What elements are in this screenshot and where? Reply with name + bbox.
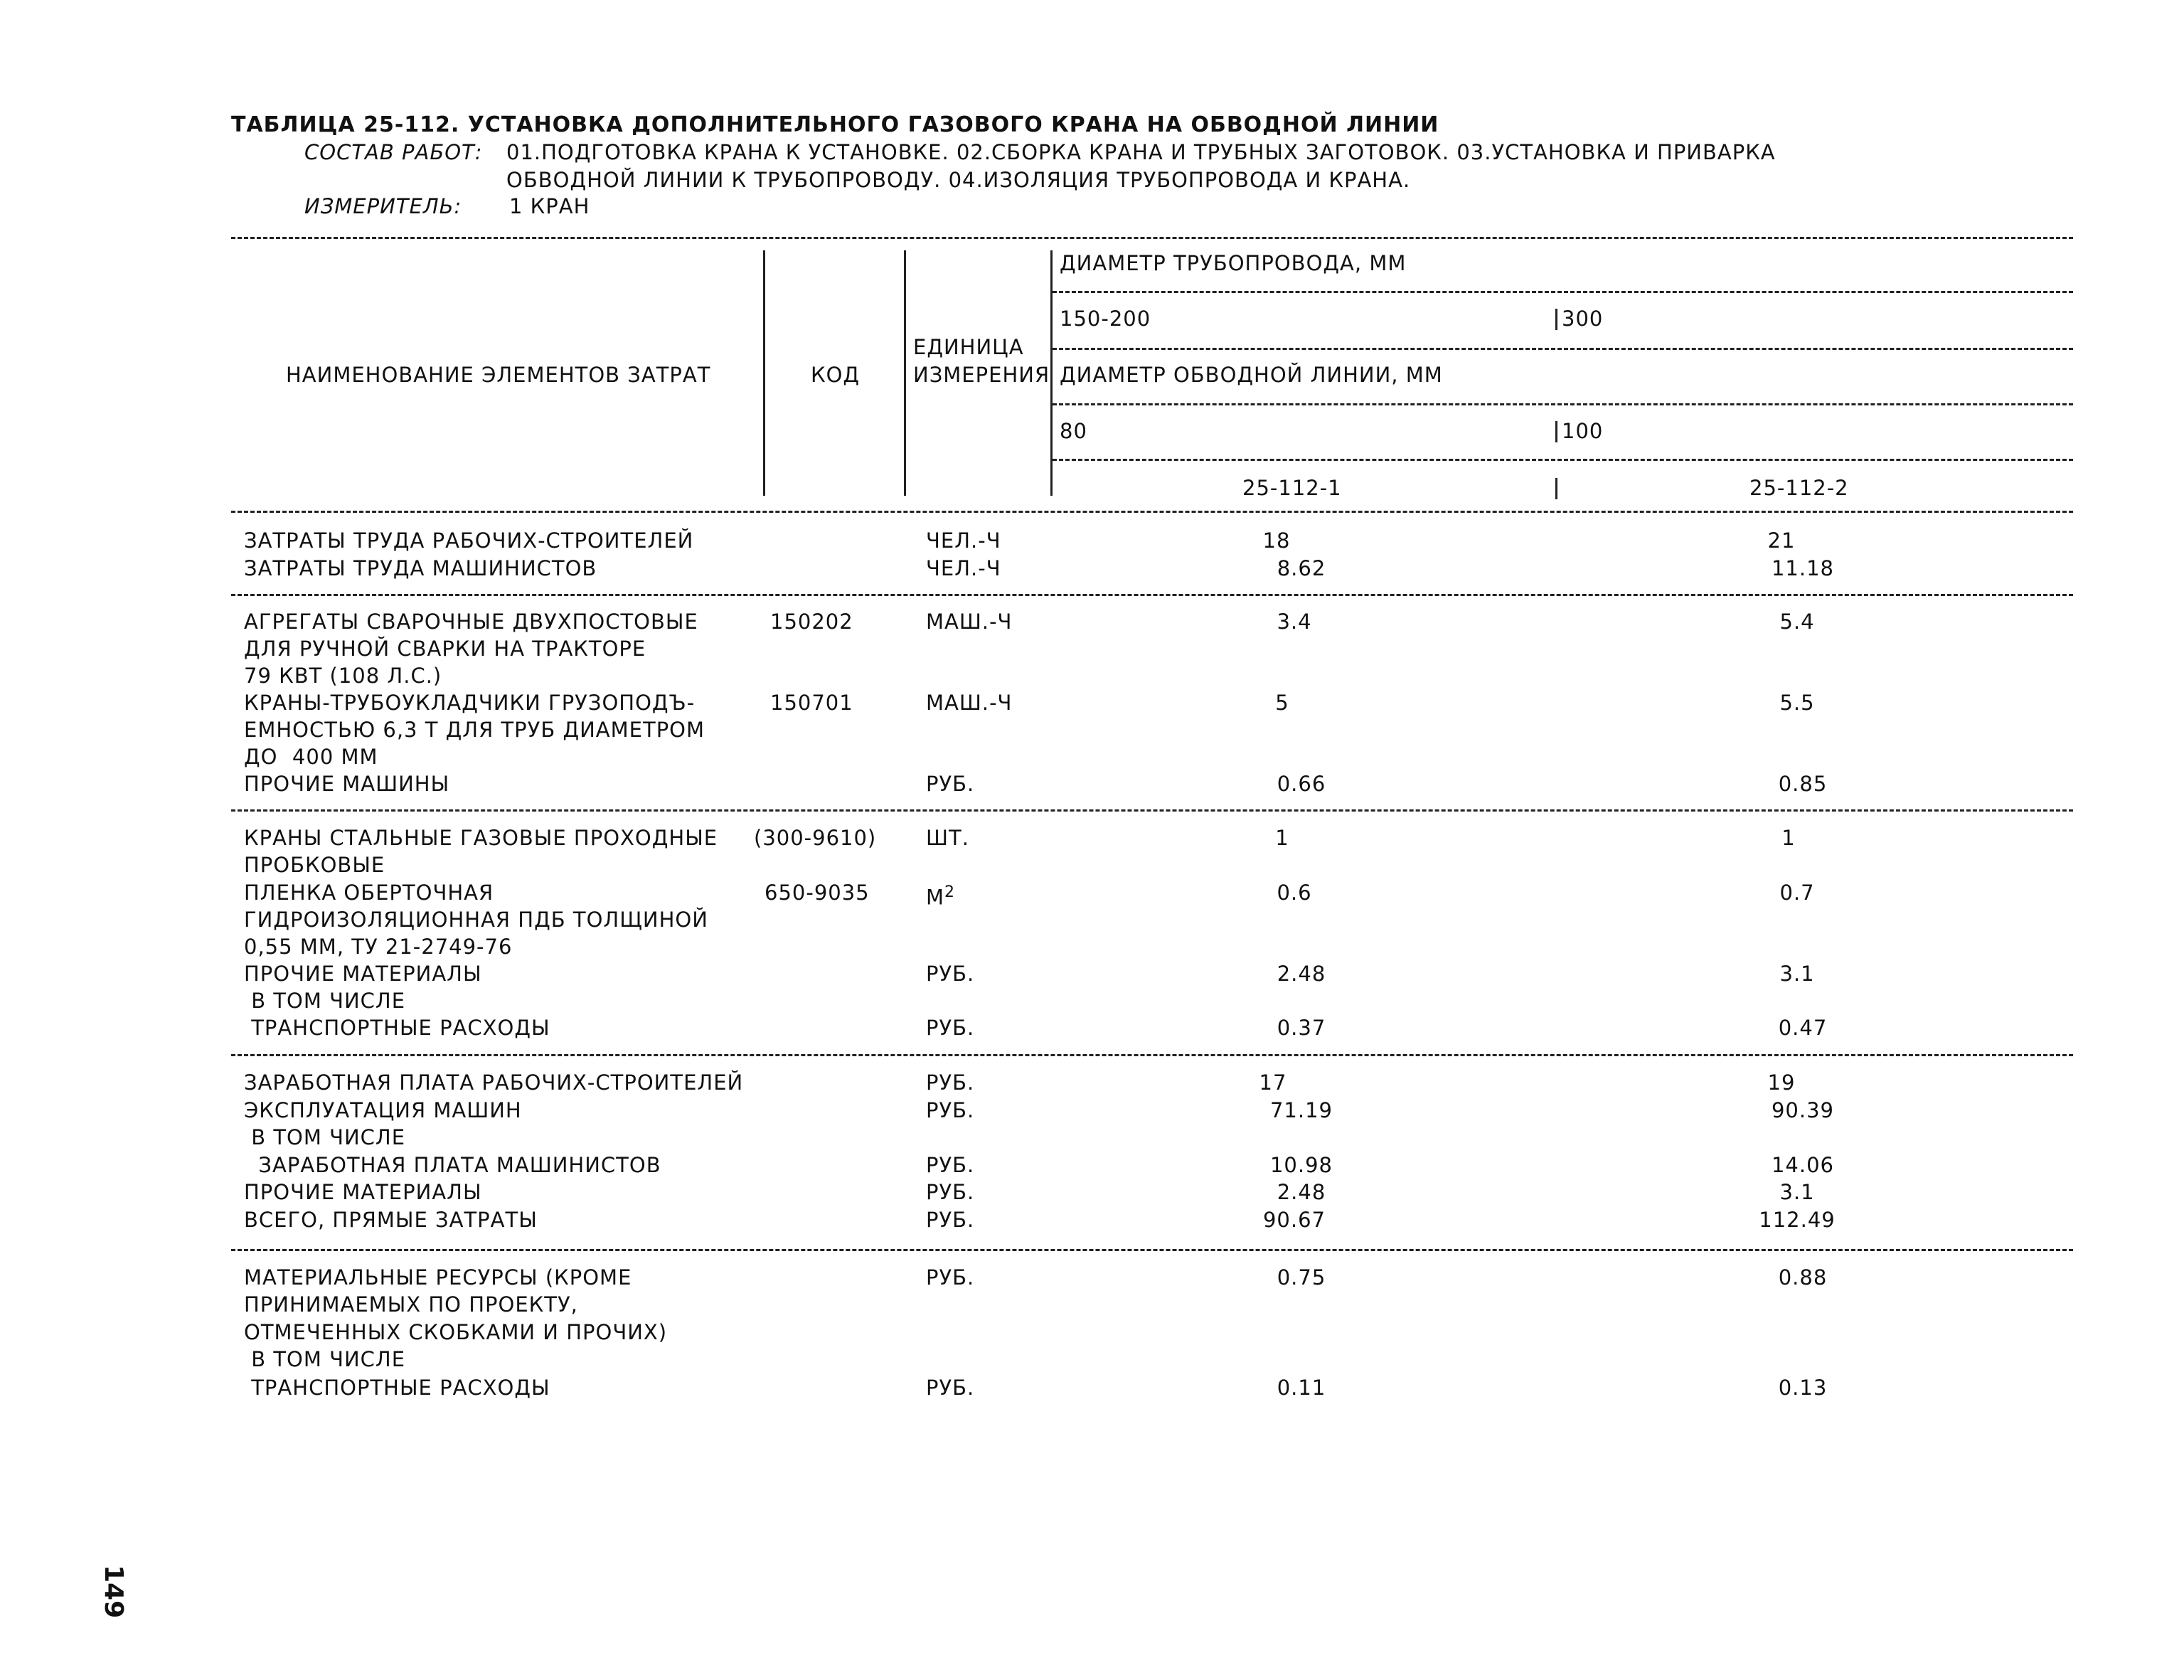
row-code: 150701 bbox=[770, 691, 853, 715]
row-value-2: 5.4 bbox=[1779, 610, 1815, 634]
row-value-2: 0.47 bbox=[1778, 1016, 1828, 1040]
header-sub-rule bbox=[1053, 459, 2073, 461]
row-value-1: 0.6 bbox=[1277, 881, 1312, 905]
group-separator bbox=[231, 1054, 2073, 1056]
work-composition-line-2: ОБВОДНОЙ ЛИНИИ К ТРУБОПРОВОДУ. 04.ИЗОЛЯЦИЯ ТРУБОПРОВОДА И КРАНА. bbox=[506, 168, 1411, 192]
row-name-line-3: 0,55 ММ, ТУ 21-2749-76 bbox=[244, 935, 513, 959]
row-value-1: 10.98 bbox=[1269, 1153, 1333, 1177]
column-header-bypass-diameter: ДИАМЕТР ОБВОДНОЙ ЛИНИИ, ММ bbox=[1060, 363, 1443, 387]
column-header-unit-line-2: ИЗМЕРЕНИЯ bbox=[913, 363, 1050, 387]
row-unit: РУБ. bbox=[926, 1153, 975, 1177]
column-divider bbox=[1555, 478, 1557, 499]
row-value-2: 3.1 bbox=[1779, 1180, 1815, 1204]
row-value-2: 0.85 bbox=[1778, 772, 1828, 796]
row-value-2: 14.06 bbox=[1771, 1153, 1835, 1177]
row-unit: РУБ. bbox=[926, 772, 975, 796]
row-name: В ТОМ ЧИСЛЕ bbox=[244, 1125, 406, 1149]
row-name: ЗАРАБОТНАЯ ПЛАТА РАБОЧИХ-СТРОИТЕЛЕЙ bbox=[244, 1070, 744, 1095]
row-name: ТРАНСПОРТНЫЕ РАСХОДЫ bbox=[244, 1376, 550, 1400]
norm-code-2: 25-112-2 bbox=[1749, 476, 1849, 500]
row-code: 150202 bbox=[770, 610, 853, 634]
row-value-2: 3.1 bbox=[1779, 962, 1815, 986]
row-name: ЗАРАБОТНАЯ ПЛАТА МАШИНИСТОВ bbox=[244, 1153, 661, 1177]
pipe-diameter-2: 300 bbox=[1562, 307, 1604, 331]
row-name: ВСЕГО, ПРЯМЫЕ ЗАТРАТЫ bbox=[244, 1208, 538, 1232]
row-name-line-2: ПРОБКОВЫЕ bbox=[244, 853, 385, 877]
row-value-2: 21 bbox=[1767, 528, 1796, 553]
row-name: В ТОМ ЧИСЛЕ bbox=[244, 989, 406, 1013]
row-name-line-3: 79 КВТ (108 Л.С.) bbox=[244, 664, 442, 688]
row-value-1: 71.19 bbox=[1269, 1098, 1333, 1122]
column-divider bbox=[904, 250, 906, 496]
row-unit: РУБ. bbox=[926, 1180, 975, 1204]
column-header-name: НАИМЕНОВАНИЕ ЭЛЕМЕНТОВ ЗАТРАТ bbox=[286, 363, 711, 387]
row-name-line-1: КРАНЫ СТАЛЬНЫЕ ГАЗОВЫЕ ПРОХОДНЫЕ bbox=[244, 826, 718, 850]
row-name-line-1: ПЛЕНКА ОБЕРТОЧНАЯ bbox=[244, 881, 494, 905]
row-name-line-1: МАТЕРИАЛЬНЫЕ РЕСУРСЫ (КРОМЕ bbox=[244, 1265, 632, 1290]
row-value-1: 17 bbox=[1259, 1070, 1287, 1095]
bypass-diameter-1: 80 bbox=[1060, 419, 1087, 443]
row-name-line-2: ДЛЯ РУЧНОЙ СВАРКИ НА ТРАКТОРЕ bbox=[244, 637, 646, 661]
row-unit: ШТ. bbox=[926, 826, 969, 850]
norm-code-1: 25-112-1 bbox=[1242, 476, 1342, 500]
row-value-1: 1 bbox=[1275, 826, 1289, 850]
row-value-2: 5.5 bbox=[1779, 691, 1815, 715]
column-divider bbox=[1555, 421, 1557, 442]
row-unit: РУБ. bbox=[926, 1016, 975, 1040]
group-separator bbox=[231, 1249, 2073, 1251]
row-code: 650-9035 bbox=[765, 881, 870, 905]
row-name-line-3: ДО 400 ММ bbox=[244, 745, 378, 769]
row-unit: РУБ. bbox=[926, 1265, 975, 1290]
row-unit: $М^2$ bbox=[926, 883, 956, 910]
row-value-2: 0.88 bbox=[1778, 1265, 1828, 1290]
row-unit: РУБ. bbox=[926, 1208, 975, 1232]
row-unit: ЧЕЛ.-Ч bbox=[926, 556, 1001, 580]
column-divider bbox=[1555, 309, 1557, 330]
header-bottom-rule bbox=[231, 511, 2073, 513]
row-value-1: 0.37 bbox=[1277, 1016, 1326, 1040]
row-value-1: 18 bbox=[1262, 528, 1291, 553]
row-value-2: 90.39 bbox=[1771, 1098, 1835, 1122]
unit-superscript: 2 bbox=[944, 883, 956, 901]
column-header-code: КОД bbox=[811, 363, 861, 387]
column-header-pipe-diameter: ДИАМЕТР ТРУБОПРОВОДА, ММ bbox=[1060, 251, 1407, 275]
group-separator bbox=[231, 594, 2073, 596]
row-value-1: 90.67 bbox=[1262, 1208, 1326, 1232]
row-unit: ЧЕЛ.-Ч bbox=[926, 528, 1001, 553]
row-name: ЗАТРАТЫ ТРУДА МАШИНИСТОВ bbox=[244, 556, 597, 580]
row-name: ЗАТРАТЫ ТРУДА РАБОЧИХ-СТРОИТЕЛЕЙ bbox=[244, 528, 694, 553]
row-name: В ТОМ ЧИСЛЕ bbox=[244, 1347, 406, 1371]
row-name: ПРОЧИЕ МАТЕРИАЛЫ bbox=[244, 962, 482, 986]
measure-value: 1 КРАН bbox=[509, 194, 590, 218]
row-unit: РУБ. bbox=[926, 1376, 975, 1400]
column-divider bbox=[763, 250, 765, 496]
bypass-diameter-2: 100 bbox=[1562, 419, 1604, 443]
row-code: (300-9610) bbox=[754, 826, 877, 850]
row-name: ТРАНСПОРТНЫЕ РАСХОДЫ bbox=[244, 1016, 550, 1040]
measure-label: ИЗМЕРИТЕЛЬ: bbox=[304, 194, 462, 218]
row-name-line-1: КРАНЫ-ТРУБОУКЛАДЧИКИ ГРУЗОПОДЪ- bbox=[244, 691, 696, 715]
row-name-line-2: ПРИНИМАЕМЫХ ПО ПРОЕКТУ, bbox=[244, 1292, 578, 1317]
row-name: ПРОЧИЕ МАТЕРИАЛЫ bbox=[244, 1180, 482, 1204]
row-name-line-2: ГИДРОИЗОЛЯЦИОННАЯ ПДБ ТОЛЩИНОЙ bbox=[244, 908, 708, 932]
row-value-1: 2.48 bbox=[1277, 1180, 1326, 1204]
row-unit: РУБ. bbox=[926, 1070, 975, 1095]
row-value-1: 5 bbox=[1275, 691, 1289, 715]
group-separator bbox=[231, 809, 2073, 812]
row-value-2: 1 bbox=[1781, 826, 1796, 850]
row-value-1: 0.11 bbox=[1277, 1376, 1326, 1400]
row-value-1: 3.4 bbox=[1277, 610, 1312, 634]
row-value-2: 0.7 bbox=[1779, 881, 1815, 905]
table-title: ТАБЛИЦА 25-112. УСТАНОВКА ДОПОЛНИТЕЛЬНОГО ГАЗОВОГО КРАНА НА ОБВОДНОЙ ЛИНИИ bbox=[231, 112, 1439, 137]
work-composition-line-1: 01.ПОДГОТОВКА КРАНА К УСТАНОВКЕ. 02.СБОРКА КРАНА И ТРУБНЫХ ЗАГОТОВОК. 03.УСТАНОВКА И ПРИВАРКА bbox=[506, 140, 1776, 164]
row-value-2: 11.18 bbox=[1771, 556, 1835, 580]
row-value-1: 8.62 bbox=[1277, 556, 1326, 580]
column-header-unit-line-1: ЕДИНИЦА bbox=[913, 335, 1024, 359]
row-name: ПРОЧИЕ МАШИНЫ bbox=[244, 772, 450, 796]
row-value-1: 0.75 bbox=[1277, 1265, 1326, 1290]
row-value-2: 0.13 bbox=[1778, 1376, 1828, 1400]
work-composition-label: СОСТАВ РАБОТ: bbox=[304, 140, 483, 164]
header-sub-rule bbox=[1053, 348, 2073, 350]
row-unit: РУБ. bbox=[926, 962, 975, 986]
pipe-diameter-1: 150-200 bbox=[1060, 307, 1151, 331]
row-unit: МАШ.-Ч bbox=[926, 610, 1013, 634]
row-unit: РУБ. bbox=[926, 1098, 975, 1122]
header-sub-rule bbox=[1053, 403, 2073, 405]
row-value-1: 2.48 bbox=[1277, 962, 1326, 986]
row-name-line-1: АГРЕГАТЫ СВАРОЧНЫЕ ДВУХПОСТОВЫЕ bbox=[244, 610, 698, 634]
row-name: ЭКСПЛУАТАЦИЯ МАШИН bbox=[244, 1098, 522, 1122]
row-value-2: 112.49 bbox=[1759, 1208, 1836, 1232]
header-sub-rule bbox=[1053, 291, 2073, 293]
table-top-rule bbox=[231, 237, 2073, 239]
row-name-line-3: ОТМЕЧЕННЫХ СКОБКАМИ И ПРОЧИХ) bbox=[244, 1320, 668, 1344]
page-number: 149 bbox=[99, 1565, 128, 1619]
row-value-1: 0.66 bbox=[1277, 772, 1326, 796]
row-name-line-2: ЕМНОСТЬЮ 6,3 Т ДЛЯ ТРУБ ДИАМЕТРОМ bbox=[244, 718, 705, 742]
row-value-2: 19 bbox=[1767, 1070, 1796, 1095]
row-unit: МАШ.-Ч bbox=[926, 691, 1013, 715]
